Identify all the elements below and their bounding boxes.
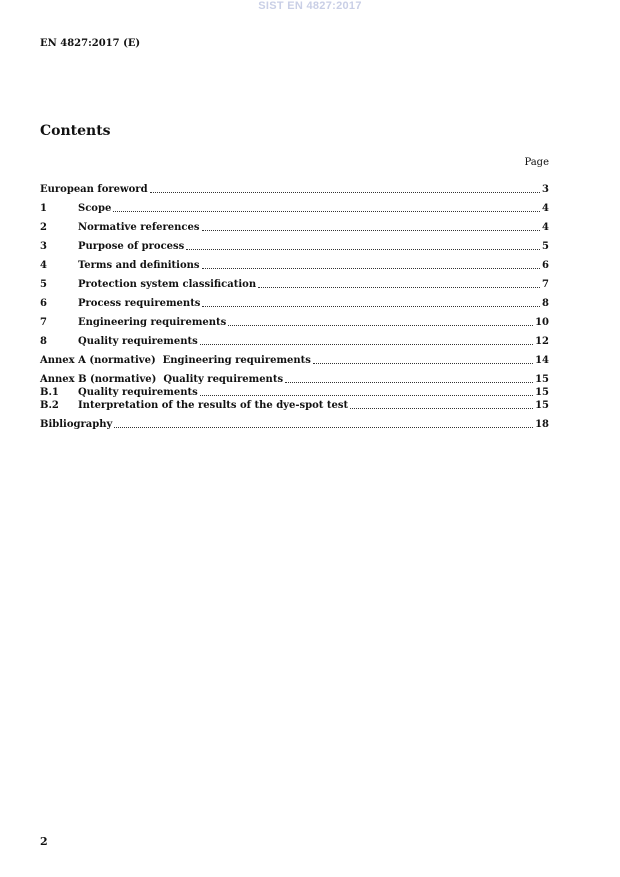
toc-entry-annex-b[interactable]: [40, 373, 549, 386]
toc-entry-title: Normative references: [78, 222, 200, 233]
table-of-contents: [40, 183, 549, 431]
toc-entry-scope[interactable]: [40, 202, 549, 215]
toc-entry-number: 5: [40, 279, 47, 290]
toc-entry-page: 6: [542, 260, 549, 271]
toc-entry-title: Annex A (normative) Engineering requirements: [40, 355, 311, 366]
toc-entry-number: 7: [40, 317, 47, 328]
toc-entry-engineering-requirements[interactable]: [40, 316, 549, 329]
toc-entry-number: 2: [40, 222, 47, 233]
toc-entry-page: 14: [535, 355, 549, 366]
toc-leader-dots: [228, 325, 533, 326]
toc-leader-dots: [186, 249, 540, 250]
toc-entry-title: European foreword: [40, 184, 148, 195]
watermark: SIST EN 4827:2017: [258, 0, 362, 12]
toc-entry-protection-system-classification[interactable]: [40, 278, 549, 291]
contents-heading: Contents: [40, 123, 111, 139]
toc-leader-dots: [114, 427, 533, 428]
toc-leader-dots: [285, 382, 533, 383]
toc-entry-process-requirements[interactable]: [40, 297, 549, 310]
toc-entry-page: 18: [535, 419, 549, 430]
toc-entry-title: Process requirements: [78, 298, 201, 309]
toc-entry-b2[interactable]: [40, 399, 549, 412]
toc-entry-title: Engineering requirements: [78, 317, 227, 328]
toc-entry-title: Quality requirements: [78, 387, 198, 398]
toc-entry-page: 7: [542, 279, 549, 290]
toc-leader-dots: [202, 306, 540, 307]
toc-entry-title: Scope: [78, 203, 112, 214]
toc-leader-dots: [350, 408, 533, 409]
toc-entry-page: 4: [542, 222, 549, 233]
toc-entry-terms-and-definitions[interactable]: [40, 259, 549, 272]
page-column-label: Page: [524, 157, 549, 168]
toc-entry-annex-a[interactable]: [40, 354, 549, 367]
toc-entry-title: Annex B (normative) Quality requirements: [40, 374, 284, 385]
toc-entry-number: 3: [40, 241, 47, 252]
toc-entry-number: 4: [40, 260, 47, 271]
toc-entry-purpose-of-process[interactable]: [40, 240, 549, 253]
toc-leader-dots: [200, 344, 533, 345]
toc-entry-page: 12: [535, 336, 549, 347]
toc-entry-page: 4: [542, 203, 549, 214]
toc-entry-title: Terms and definitions: [78, 260, 200, 271]
page-number: 2: [40, 835, 48, 848]
toc-entry-number: B.2: [40, 400, 59, 411]
toc-entry-bibliography[interactable]: [40, 418, 549, 431]
toc-entry-page: 10: [535, 317, 549, 328]
toc-entry-b1[interactable]: [40, 386, 549, 399]
toc-leader-dots: [202, 230, 541, 231]
toc-entry-number: 1: [40, 203, 47, 214]
toc-leader-dots: [258, 287, 540, 288]
toc-entry-page: 5: [542, 241, 549, 252]
toc-entry-number: B.1: [40, 387, 59, 398]
toc-entry-quality-requirements[interactable]: [40, 335, 549, 348]
toc-leader-dots: [202, 268, 541, 269]
document-id: EN 4827:2017 (E): [40, 38, 141, 49]
toc-entry-page: 15: [535, 387, 549, 398]
toc-entry-title: Purpose of process: [78, 241, 185, 252]
toc-leader-dots: [113, 211, 540, 212]
toc-entry-page: 15: [535, 374, 549, 385]
toc-leader-dots: [150, 192, 540, 193]
toc-leader-dots: [200, 395, 533, 396]
toc-entry-european-foreword[interactable]: [40, 183, 549, 196]
toc-entry-title: Quality requirements: [78, 336, 198, 347]
toc-entry-page: 8: [542, 298, 549, 309]
toc-entry-page: 3: [542, 184, 549, 195]
toc-leader-dots: [313, 363, 533, 364]
toc-entry-title: Interpretation of the results of the dye-spot test: [78, 400, 349, 411]
toc-entry-title: Bibliography: [40, 419, 113, 430]
toc-entry-title: Protection system classification: [78, 279, 257, 290]
toc-entry-number: 8: [40, 336, 47, 347]
toc-entry-normative-references[interactable]: [40, 221, 549, 234]
toc-entry-page: 15: [535, 400, 549, 411]
toc-entry-number: 6: [40, 298, 47, 309]
